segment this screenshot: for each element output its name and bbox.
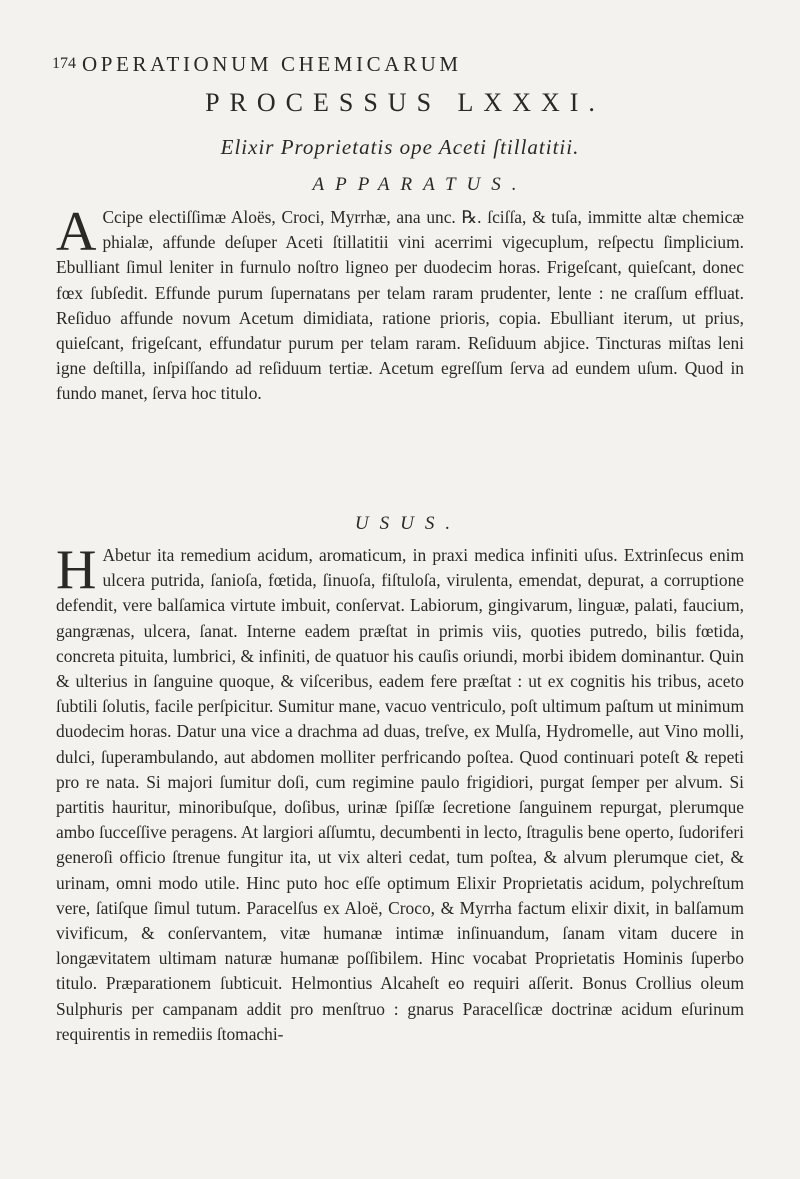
usus-drop-cap: H [56, 539, 97, 601]
apparatus-drop-cap: A [56, 201, 97, 263]
subtitle: Elixir Proprietatis ope Aceti ſtillatitii. [220, 135, 580, 159]
usus-text: Abetur ita remedium acidum, aromaticum, in praxi medica infiniti uſus. Extrinſecus enim ulcera putrida, ſanioſa, fœtida, ſinuoſa, fiſtuloſa, virulenta, emendat, depurat, a corruptione defendit, vere balſamica virtute imbuit, conſervat. Labiorum, gingivarum, linguæ, palati, faucium, gangrænas, ulcera, ſanat. Interne eadem præſtat in primis viis, quoties putredo, bilis fœtida, concreta pituita, lumbrici, & infiniti, de quatuor his cauſis oriundi, morbi ibidem dominantur. Quin & ulterius in ſanguine quoque, & viſceribus, eadem fere præſtat : ut ex cognitis his tribus, aceto ſubtili ſolutis, facile perſpicitur. Sumitur mane, vacuo ventriculo, poſt ultimum paſtum ut minimum duodecim horas. Datur una vice a drachma ad duas, treſve, ex Mulſa, Hydromelle, aut Vino molli, dulci, ſuperambulando, aut abdomen molliter perfricando poſtea. Quod continuari poteſt & repeti pro re nata. Si majori ſumitur doſi, cum regimine paulo frigidiori, purgat ſemper per alvum. Si partitis hauritur, minoribuſque, doſibus, urinæ ſpiſſæ ſecretione ſanguinem repurgat, plerumque ambo ſucceſſive peragens. At largiori aſſumtu, decumbenti in lecto, ſtragulis bene operto, ſudoriferi generoſi officio ſtrenue fungitur ita, ut vix alteri cedat, tum poſtea, & alvum plerumque ciet, & urinam, omni modo utile. Hinc puto hoc eſſe optimum Elixir Proprietatis acidum, polychreſtum vere, ſatiſque ſimul tutum. Paracelſus ex Aloë, Croco, & Myrrha factum elixir dixit, in balſamum vivificum, & conſervantem, vitæ humanæ intimæ inſinuandum, ſanam vitam ducere in longævitatem ultimam naturæ humanæ poſſibilem. Hinc vocabat Proprietatis Hominis ſuperbo titulo. Præparationem ſubticuit. Helmontius Alcaheſt eo requiri aſſerit. Bonus Crollius oleum Sulphuris per campanam addit pro menſtruo : gnarus Paracelſicæ doctrinæ acidum eſurinum requirentis in remediis ſtomachi- [56, 545, 744, 1044]
page-number: 174 [52, 55, 76, 72]
apparatus-heading: APPARATUS. [312, 174, 528, 195]
process-title [0, 88, 800, 118]
page-header [52, 52, 760, 78]
apparatus-paragraph [56, 201, 744, 407]
process-title-text: PROCESSUS LXXXI. [205, 88, 605, 117]
apparatus-text: Ccipe electiſſimæ Aloës, Croci, Myrrhæ, ana unc. ℞. ſciſſa, & tuſa, immitte altæ chemicæ phialæ, affunde deſuper Aceti ſtillatitii vini acerrimi vigecuplum, reſpectu ſimplicium. Ebulliant ſimul leniter in furnulo noſtro ligneo per duodecim horas. Frigeſcant, quieſcant, donec fœx ſubſedit. Effunde purum ſupernatans per telam raram prudenter, lente : ne craſſum effluat. Reſiduo affunde novum Acetum dimidiata, ratione prioris, copia. Ebulliant iterum, ut prius, quieſcant, frigeſcant, effundatur purum per telam raram. Reſiduum abjice. Tincturas miſtas leni igne deſtilla, inſpiſſando ad reſiduum tertiæ. Acetum egreſſum ſerva ad eundem uſum. Quod in fundo manet, ſerva hoc titulo. [56, 207, 744, 404]
usus-heading: USUS. [354, 513, 462, 534]
running-head: OPERATIONUM CHEMICARUM [82, 52, 462, 76]
usus-paragraph [56, 539, 744, 1047]
